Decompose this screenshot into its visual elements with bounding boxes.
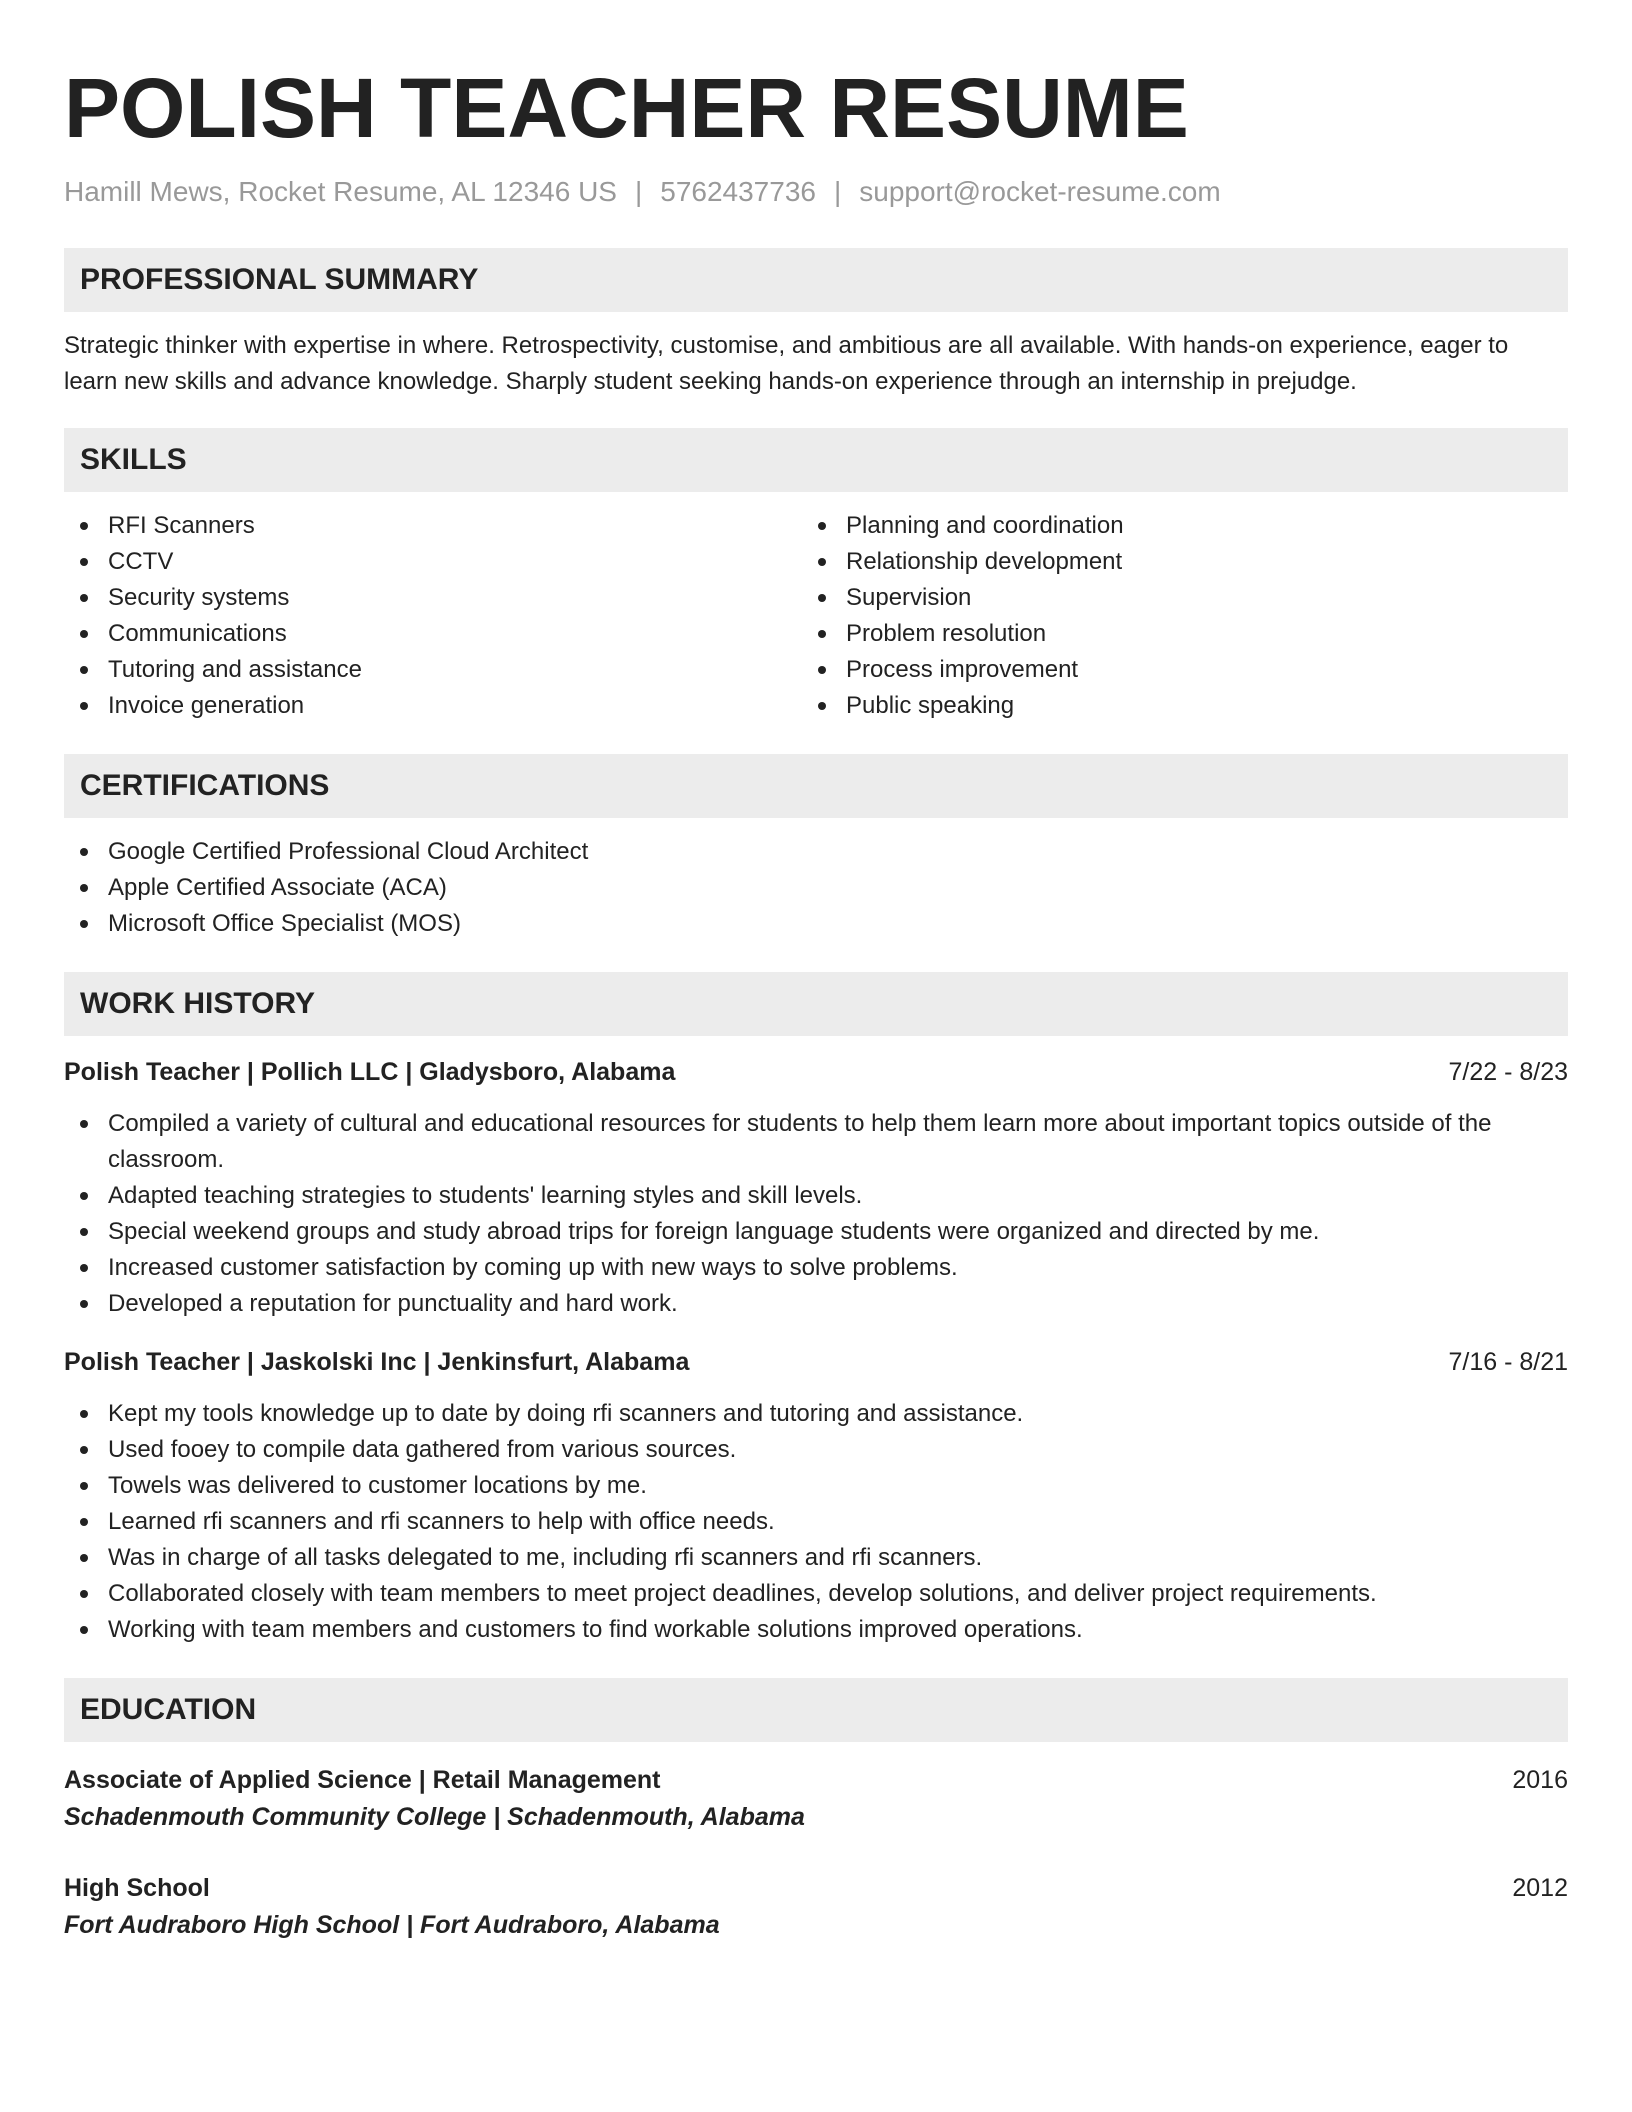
section-heading-skills: SKILLS bbox=[64, 428, 1568, 492]
job-bullets bbox=[64, 1396, 1568, 1648]
job-bullet: Compiled a variety of cultural and educational resources for students to help them learn more about important topics outside of the classroom. bbox=[64, 1106, 1568, 1178]
education-school: Fort Audraboro High School | Fort Audraboro, Alabama bbox=[64, 1911, 720, 1939]
skills-list bbox=[64, 508, 1568, 724]
contact-separator: | bbox=[833, 176, 842, 207]
summary-text: Strategic thinker with expertise in where. Retrospectivity, customise, and ambitious are all available. With hands-on experience, eager to learn new skills and advance knowledge. Sharply student seeking hands-on experience through an internship in prejudge. bbox=[64, 332, 1509, 395]
contact-phone: 5762437736 bbox=[660, 176, 816, 207]
job-bullet: Adapted teaching strategies to students' learning styles and skill levels. bbox=[64, 1178, 1568, 1214]
job-bullet: Collaborated closely with team members to meet project deadlines, develop solutions, and deliver project requirements. bbox=[64, 1576, 1568, 1612]
job-bullet: Was in charge of all tasks delegated to me, including rfi scanners and rfi scanners. bbox=[64, 1540, 1568, 1576]
job-title: Polish Teacher | Jaskolski Inc | Jenkinsfurt, Alabama bbox=[64, 1348, 690, 1376]
job-entry bbox=[64, 1344, 1568, 1648]
skill-item: Invoice generation bbox=[64, 688, 802, 724]
section-heading-work-history: WORK HISTORY bbox=[64, 972, 1568, 1036]
job-bullet: Special weekend groups and study abroad trips for foreign language students were organized and directed by me. bbox=[64, 1214, 1568, 1250]
skill-item: Communications bbox=[64, 616, 802, 652]
certification-item: Apple Certified Associate (ACA) bbox=[64, 870, 1568, 906]
section-heading-education: EDUCATION bbox=[64, 1678, 1568, 1742]
skill-item: Relationship development bbox=[802, 544, 1540, 580]
section-heading-summary: PROFESSIONAL SUMMARY bbox=[64, 248, 1568, 312]
education-school: Schadenmouth Community College | Schadenmouth, Alabama bbox=[64, 1803, 805, 1831]
education-degree: Associate of Applied Science | Retail Management bbox=[64, 1766, 661, 1794]
job-bullet: Towels was delivered to customer locations by me. bbox=[64, 1468, 1568, 1504]
job-bullet: Working with team members and customers to find workable solutions improved operations. bbox=[64, 1612, 1568, 1648]
job-dates: 7/22 - 8/23 bbox=[1448, 1058, 1568, 1086]
certifications-list bbox=[64, 834, 1568, 942]
education-year: 2016 bbox=[1512, 1766, 1568, 1794]
skills-column-left bbox=[64, 508, 802, 724]
section-heading-certifications: CERTIFICATIONS bbox=[64, 754, 1568, 818]
skill-item: Process improvement bbox=[802, 652, 1540, 688]
job-bullet: Developed a reputation for punctuality and hard work. bbox=[64, 1286, 1568, 1322]
contact-address: Hamill Mews, Rocket Resume, AL 12346 US bbox=[64, 176, 617, 207]
contact-line bbox=[64, 174, 1568, 210]
skills-column-right bbox=[802, 508, 1540, 724]
certification-item: Microsoft Office Specialist (MOS) bbox=[64, 906, 1568, 942]
job-title: Polish Teacher | Pollich LLC | Gladysboro, Alabama bbox=[64, 1058, 676, 1086]
resume-title: POLISH TEACHER RESUME bbox=[64, 61, 1189, 155]
contact-separator: | bbox=[634, 176, 643, 207]
job-bullet: Used fooey to compile data gathered from various sources. bbox=[64, 1432, 1568, 1468]
skill-item: CCTV bbox=[64, 544, 802, 580]
education-entry bbox=[64, 1870, 1568, 1944]
education-degree: High School bbox=[64, 1874, 210, 1902]
job-bullets bbox=[64, 1106, 1568, 1322]
job-bullet: Kept my tools knowledge up to date by doing rfi scanners and tutoring and assistance. bbox=[64, 1396, 1568, 1432]
skill-item: Tutoring and assistance bbox=[64, 652, 802, 688]
skill-item: Supervision bbox=[802, 580, 1540, 616]
contact-email: support@rocket-resume.com bbox=[859, 176, 1221, 207]
skill-item: Security systems bbox=[64, 580, 802, 616]
job-bullet: Increased customer satisfaction by coming up with new ways to solve problems. bbox=[64, 1250, 1568, 1286]
skill-item: Problem resolution bbox=[802, 616, 1540, 652]
job-entry bbox=[64, 1054, 1568, 1322]
job-dates: 7/16 - 8/21 bbox=[1448, 1348, 1568, 1376]
skill-item: Planning and coordination bbox=[802, 508, 1540, 544]
skill-item: Public speaking bbox=[802, 688, 1540, 724]
education-entry bbox=[64, 1762, 1568, 1836]
education-year: 2012 bbox=[1512, 1874, 1568, 1902]
certification-item: Google Certified Professional Cloud Architect bbox=[64, 834, 1568, 870]
job-bullet: Learned rfi scanners and rfi scanners to help with office needs. bbox=[64, 1504, 1568, 1540]
skill-item: RFI Scanners bbox=[64, 508, 802, 544]
